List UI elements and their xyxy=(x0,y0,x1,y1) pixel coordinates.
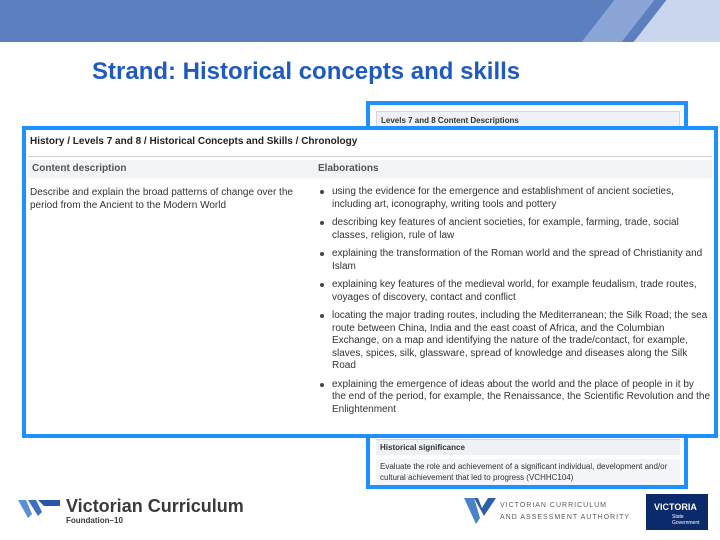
vic-logo-word: VICTORIA xyxy=(654,502,697,512)
column-header-elaborations: Elaborations xyxy=(314,160,712,178)
elaboration-text: explaining the emergence of ideas about the world and the place of people in it by the end of the period, for example, the Renaissance, the Scientific Revolution and the Enlightenment xyxy=(332,378,711,415)
vc-logo-icon xyxy=(18,498,60,520)
elaborations-list xyxy=(318,186,710,422)
list-item xyxy=(318,248,710,273)
bullet-icon xyxy=(320,252,324,256)
chronology-panel xyxy=(22,126,718,438)
content-description: Describe and explain the broad patterns of change over the period from the Ancient to the Modern World xyxy=(30,187,293,211)
bullet-icon xyxy=(320,383,324,387)
list-item xyxy=(318,186,710,211)
list-item xyxy=(318,217,710,242)
section-body: Evaluate the role and achievement of a significant individual, development and/or cultural achievement that led to progress (VCHHC104) xyxy=(376,459,680,485)
vcaa-logo xyxy=(464,496,634,530)
vic-logo-sub xyxy=(672,514,700,526)
vc-logo-sub: Foundation–10 xyxy=(66,516,123,525)
column-header-content: Content description xyxy=(28,160,314,178)
breadcrumb: History / Levels 7 and 8 / Historical Concepts and Skills / Chronology xyxy=(30,136,358,147)
bullet-icon xyxy=(320,190,324,194)
slide-title: Strand: Historical concepts and skills xyxy=(92,58,521,85)
vc-logo-name: Victorian Curriculum xyxy=(66,496,244,516)
victoria-government-logo xyxy=(646,494,708,530)
vcaa-logo-icon xyxy=(464,496,496,526)
bullet-icon xyxy=(320,283,324,287)
elaboration-text: using the evidence for the emergence and establishment of ancient societies, including art, iconography, writing tools and pottery xyxy=(332,186,674,210)
vic-logo-box xyxy=(646,494,708,530)
top-banner xyxy=(0,0,720,42)
list-item xyxy=(318,310,710,373)
victorian-curriculum-logo xyxy=(18,494,278,530)
vic-logo-sub-line2: Government xyxy=(672,520,700,526)
list-item xyxy=(318,379,710,417)
vcaa-logo-line1: VICTORIAN CURRICULUM xyxy=(500,502,607,509)
vcaa-logo-line2: AND ASSESSMENT AUTHORITY xyxy=(500,514,631,521)
elaboration-text: explaining key features of the medieval world, for example feudalism, trade routes, voyages of discovery, contact and conflict xyxy=(332,279,697,303)
elaboration-text: describing key features of ancient societies, for example, farming, trade, social classes, religion, rule of law xyxy=(332,217,679,241)
elaboration-text: locating the major trading routes, including the Mediterranean; the Silk Road; the sea route between China, India and the east coast of Africa, and the Columbian Exchange, on a map and identifying the nature of the trade/contact, for example, slaves, spices, silk, glassware, spread of knowledge and diseases along the Silk Road xyxy=(332,310,708,371)
bullet-icon xyxy=(320,221,324,225)
section-subheader: Historical significance xyxy=(376,439,680,455)
list-item xyxy=(318,279,710,304)
bullet-icon xyxy=(320,314,324,318)
divider xyxy=(28,156,712,157)
panel-header: Levels 7 and 8 Content Descriptions xyxy=(376,111,680,129)
vic-logo-sub-line1: State xyxy=(672,514,684,520)
elaboration-text: explaining the transformation of the Roman world and the spread of Christianity and Islam xyxy=(332,248,703,272)
